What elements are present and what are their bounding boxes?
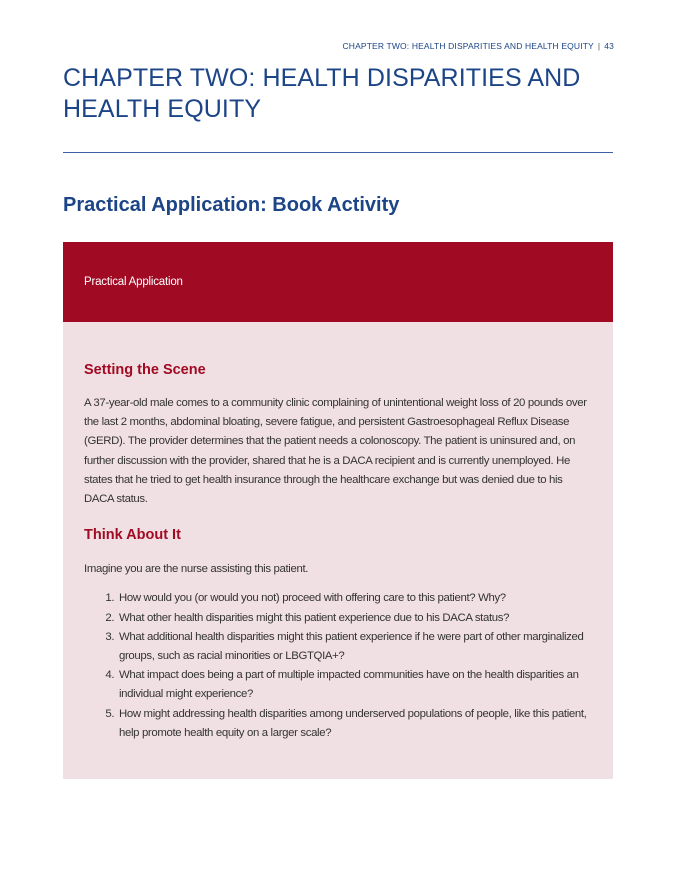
think-intro-paragraph: Imagine you are the nurse assisting this patient. bbox=[84, 563, 309, 576]
question-item: 5. How might addressing health disparities among underserved populations of people, like this patient, help promote health equity on a larger scale? bbox=[117, 705, 595, 743]
section-title: Practical Application: Book Activity bbox=[63, 194, 400, 216]
scene-paragraph: A 37-year-old male comes to a community clinic complaining of unintentional weight loss of 20 pounds over the last 2 months, abdominal bloating, severe fatigue, and persistent Gastroesophageal Reflux Disease (GERD). The provider determines that the patient needs a colonoscopy. The patient is uninsured and, on further discussion with the provider, shared that he is a DACA recipient and is currently unemployed. He states that he tried to get health insurance through the healthcare exchange but was denied due to his DACA status. bbox=[84, 397, 587, 506]
running-header-chapter: CHAPTER TWO: HEALTH DISPARITIES AND HEALTH EQUITY bbox=[342, 41, 594, 51]
callout-header bbox=[63, 242, 613, 322]
callout-header-label: Practical Application bbox=[84, 276, 183, 288]
question-item: 1. How would you (or would you not) proceed with offering care to this patient? Why? bbox=[117, 589, 595, 608]
title-divider bbox=[63, 152, 613, 153]
question-list bbox=[84, 589, 595, 743]
page-number: 43 bbox=[604, 41, 614, 51]
question-item: 3. What additional health disparities might this patient experience if he were part of other marginalized groups, such as racial minorities or LBGTQIA+? bbox=[117, 628, 595, 666]
running-header bbox=[343, 41, 615, 51]
callout-body bbox=[63, 322, 613, 743]
think-about-it-heading: Think About It bbox=[84, 527, 181, 544]
chapter-title: CHAPTER TWO: HEALTH DISPARITIES AND HEALTH EQUITY bbox=[63, 64, 581, 123]
question-item: 2. What other health disparities might this patient experience due to his DACA status? bbox=[117, 609, 595, 628]
question-item: 4. What impact does being a part of multiple impacted communities have on the health disparities an individual might experience? bbox=[117, 666, 595, 704]
running-header-separator: | bbox=[597, 41, 601, 51]
setting-the-scene-heading: Setting the Scene bbox=[84, 362, 206, 378]
practical-application-callout bbox=[63, 242, 613, 779]
